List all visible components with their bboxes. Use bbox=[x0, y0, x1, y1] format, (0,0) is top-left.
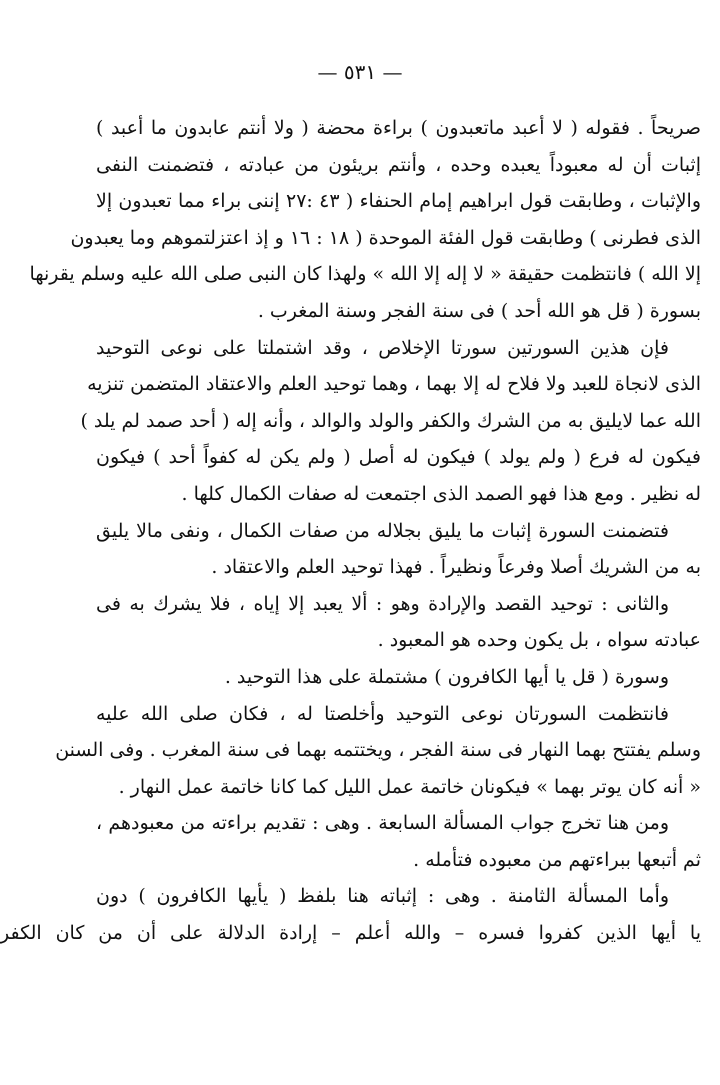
text-line: « أنه كان يوتر بهما » فيكونان خاتمة عمل الليل كما كانا خاتمة عمل النهار . bbox=[118, 775, 701, 798]
text-line: ثم أتبعها ببراءتهم من معبوده فتأمله . bbox=[413, 848, 701, 871]
text-line: يا أيها الذين كفروا فسره – والله أعلم – إرادة الدلالة على أن من كان الكفر bbox=[0, 922, 701, 945]
text-line: به من الشريك أصلا وفرعاً ونظيراً . فهذا توحيد العلم والاعتقاد . bbox=[211, 556, 701, 579]
page-number: — ٥٣١ — bbox=[317, 60, 403, 84]
text-line: صريحاً . فقوله ( لا أعبد ماتعبدون ) براءة محضة ( ولا أنتم عابدون ما أعبد ) bbox=[96, 117, 701, 139]
text-line: فإن هذين السورتين سورتا الإخلاص ، وقد اشتملتا على نوعى التوحيد bbox=[96, 336, 669, 359]
text-line: فانتظمت السورتان نوعى التوحيد وأخلصتا له ، فكان صلى الله عليه bbox=[96, 702, 669, 725]
text-line: وسلم يفتتح بهما النهار فى سنة الفجر ، ويختتمه بهما فى سنة المغرب . وفى السنن bbox=[55, 739, 701, 762]
text-line: ومن هنا تخرج جواب المسألة السابعة . وهى : تقديم براءته من معبودهم ، bbox=[96, 812, 669, 835]
text-line: والثانى : توحيد القصد والإرادة وهو : ألا يعبد إلا إياه ، فلا يشرك به فى bbox=[96, 592, 669, 615]
text-line: الله عما لايليق به من الشرك والكفر والولد والوالد ، وأنه إله ( أحد صمد لم يلد ) bbox=[80, 409, 701, 432]
text-line: فيكون له فرع ( ولم يولد ) فيكون له أصل ( ولم يكن له كفواً أحد ) فيكون bbox=[96, 446, 701, 469]
text-line: عبادته سواه ، بل يكون وحده هو المعبود . bbox=[377, 629, 701, 652]
text-line: وسورة ( قل يا أيها الكافرون ) مشتملة على هذا التوحيد . bbox=[224, 665, 669, 688]
text-line: إلا الله ) فانتظمت حقيقة « لا إله إلا الله » ولهذا كان النبى صلى الله عليه وسلم يقرنها bbox=[29, 263, 701, 286]
text-line: الذى لانجاة للعبد ولا فلاح له إلا بهما ، وهما توحيد العلم والاعتقاد المتضمن تنزيه bbox=[87, 373, 701, 396]
text-line: له نظير . ومع هذا فهو الصمد الذى اجتمعت له صفات الكمال كلها . bbox=[181, 482, 701, 505]
text-line: بسورة ( قل هو الله أحد ) فى سنة الفجر وسنة المغرب . bbox=[257, 299, 701, 322]
body-text bbox=[0, 110, 701, 952]
text-line: فتضمنت السورة إثبات ما يليق بجلاله من صفات الكمال ، ونفى مالا يليق bbox=[96, 519, 669, 542]
text-line: وأما المسألة الثامنة . وهى : إثباته هنا بلفظ ( يأيها الكافرون ) دون bbox=[96, 885, 669, 908]
text-line: الذى فطرنى ) وطابقت قول الفئة الموحدة ( ١٨ : ١٦ و إذ اعتزلتموهم وما يعبدون bbox=[70, 226, 701, 249]
text-line: إثبات أن له معبوداً يعبده وحده ، وأنتم بريئون من عبادته ، فتضمنت النفى bbox=[96, 153, 701, 176]
text-line: والإثبات ، وطابقت قول ابراهيم إمام الحنفاء ( ٤٣ :٢٧ إننى براء مما تعبدون إلا bbox=[96, 190, 701, 213]
